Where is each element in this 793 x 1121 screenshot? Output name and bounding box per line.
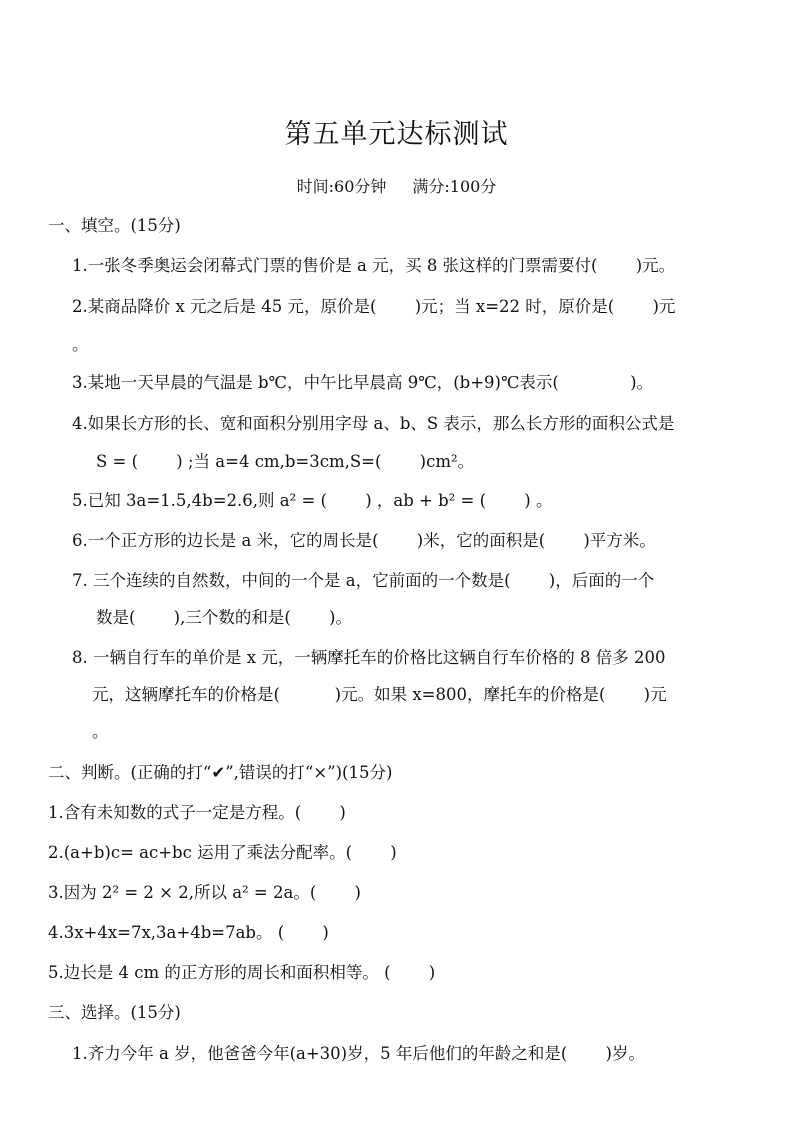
page-title: 第五单元达标测试 [284, 119, 509, 150]
fill-question-7: 7. 三个连续的自然数，中间的一个是 a，它前面的一个数是( )，后面的一个 [72, 571, 655, 590]
choice-question-1: 1.齐力今年 a 岁，他爸爸今年(a+30)岁，5 年后他们的年龄之和是( )岁。 [72, 1044, 645, 1063]
section-2-heading: 二、判断。(正确的打“✔”,错误的打“×”)(15分) [48, 763, 393, 782]
fill-question-3: 3.某地一天早晨的气温是 b℃，中午比早晨高 9℃，(b+9)℃表示( )。 [72, 373, 654, 392]
fill-question-8-cont: 元，这辆摩托车的价格是( )元。如果 x=800，摩托车的价格是( )元 [92, 685, 667, 704]
section-1-heading: 一、填空。(15分) [48, 216, 181, 235]
fill-question-8: 8. 一辆自行车的单价是 x 元，一辆摩托车的价格比这辆自行车价格的 8 倍多 200 [72, 648, 666, 667]
fill-question-2-cont: 。 [72, 335, 89, 354]
exam-meta [0, 174, 793, 197]
judge-question-4: 4.3x+4x=7x,3a+4b=7ab。 ( ) [48, 923, 329, 942]
fill-question-2: 2.某商品降价 x 元之后是 45 元，原价是( )元；当 x=22 时，原价是( )元 [72, 297, 676, 316]
fill-question-8-cont-2: 。 [92, 722, 109, 741]
fill-question-4-cont: S = ( ) ;当 a=4 cm,b=3cm,S=( )cm²。 [96, 452, 475, 471]
judge-question-5: 5.边长是 4 cm 的正方形的周长和面积相等。 ( ) [48, 963, 436, 982]
fill-question-7-cont: 数是( ),三个数的和是( )。 [96, 608, 352, 627]
judge-question-3: 3.因为 2² = 2 × 2,所以 a² = 2a。( ) [48, 883, 361, 902]
full-score: 满分:100分 [412, 177, 497, 196]
fill-question-1: 1.一张冬季奥运会闭幕式门票的售价是 a 元，买 8 张这样的门票需要付( )元。 [72, 256, 676, 275]
section-3-heading: 三、选择。(15分) [48, 1003, 181, 1022]
fill-question-5: 5.已知 3a=1.5,4b=2.6,则 a² = ( ) ，ab + b² = ( ) 。 [72, 491, 553, 510]
judge-question-2: 2.(a+b)c= ac+bc 运用了乘法分配率。( ) [48, 843, 397, 862]
fill-question-4: 4.如果长方形的长、宽和面积分别用字母 a、b、S 表示，那么长方形的面积公式是 [72, 414, 675, 433]
fill-question-6: 6.一个正方形的边长是 a 米，它的周长是( )米，它的面积是( )平方米。 [72, 531, 656, 550]
time-limit: 时间:60分钟 [296, 177, 387, 196]
judge-question-1: 1.含有未知数的式子一定是方程。( ) [48, 803, 346, 822]
